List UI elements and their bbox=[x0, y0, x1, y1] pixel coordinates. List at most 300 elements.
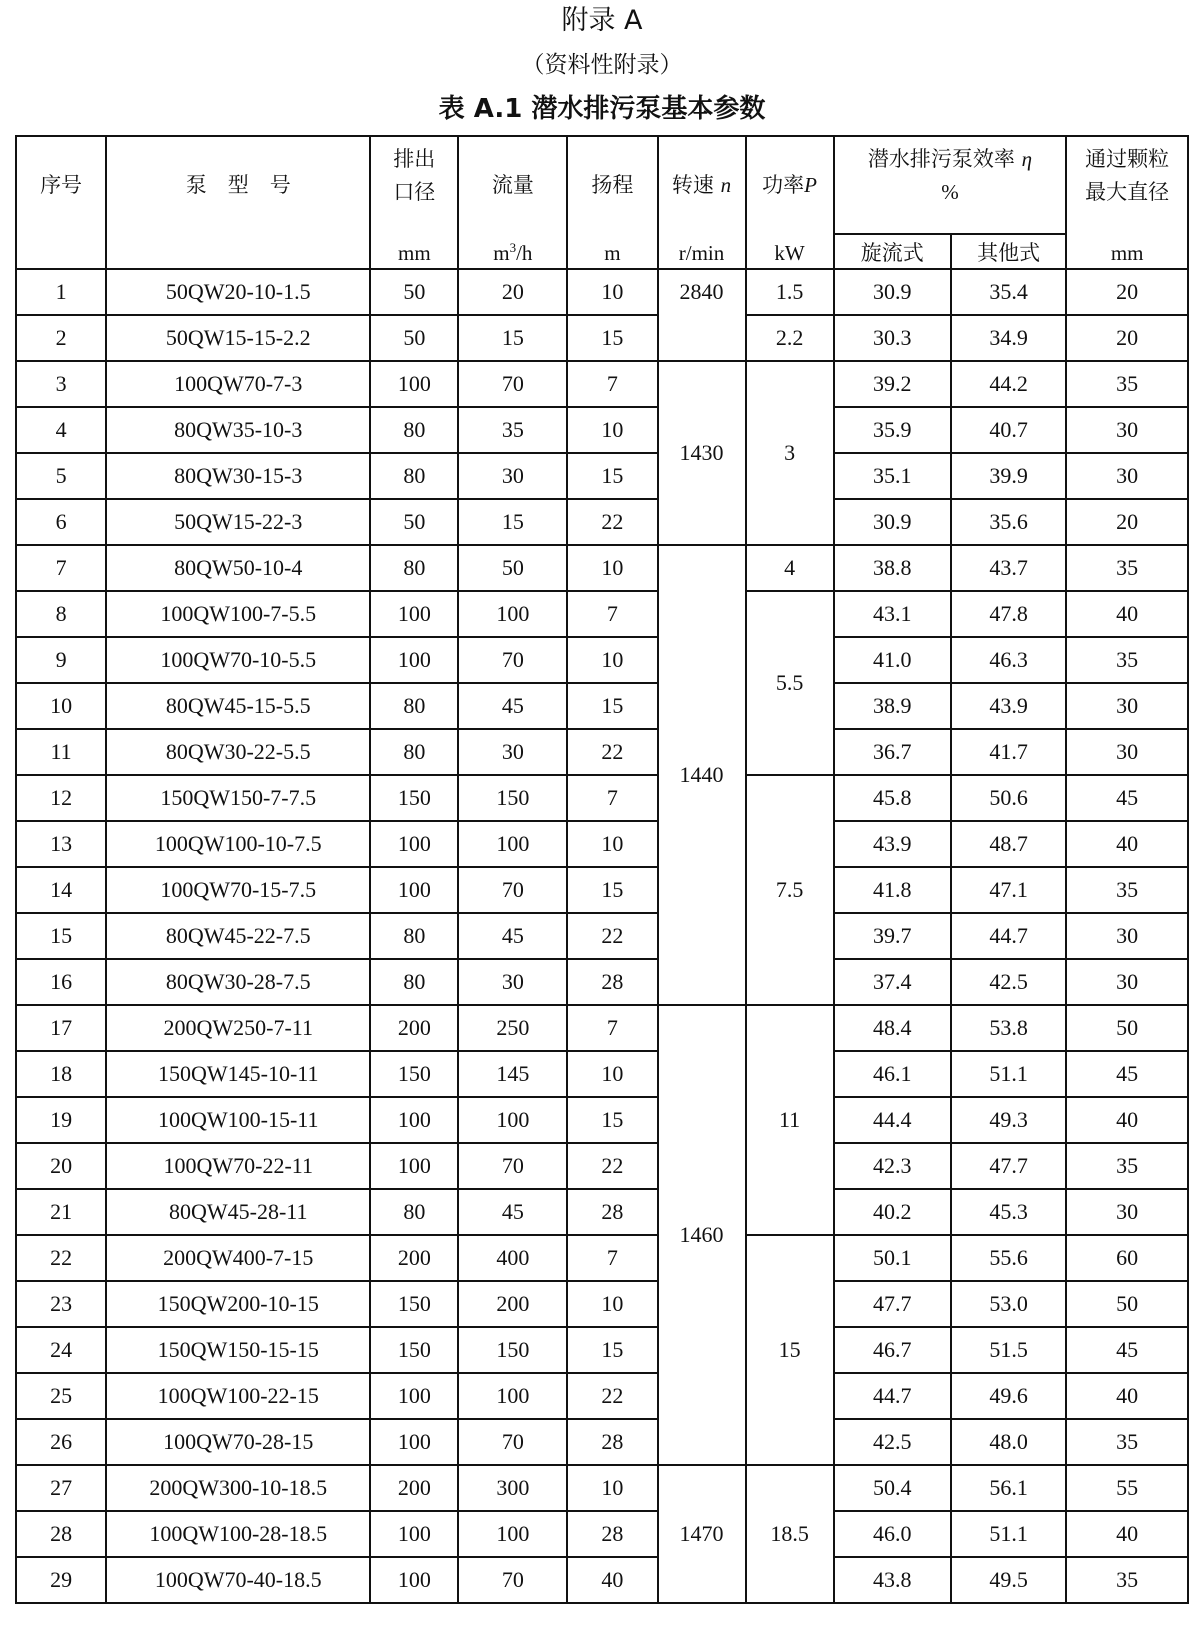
cell-outlet: 100 bbox=[370, 1557, 458, 1603]
cell-eff-other: 46.3 bbox=[951, 637, 1066, 683]
cell-flow: 150 bbox=[458, 1327, 567, 1373]
cell-head: 7 bbox=[567, 775, 657, 821]
cell-flow: 30 bbox=[458, 959, 567, 1005]
cell-particle: 35 bbox=[1066, 545, 1188, 591]
table-row bbox=[16, 1051, 1188, 1097]
cell-index: 9 bbox=[16, 637, 106, 683]
cell-index: 15 bbox=[16, 913, 106, 959]
unit-flow-base: m bbox=[493, 241, 510, 265]
cell-index: 3 bbox=[16, 361, 106, 407]
cell-particle: 35 bbox=[1066, 1419, 1188, 1465]
cell-particle: 45 bbox=[1066, 775, 1188, 821]
table-row bbox=[16, 683, 1188, 729]
cell-head: 15 bbox=[567, 453, 657, 499]
cell-flow: 100 bbox=[458, 591, 567, 637]
cell-head: 28 bbox=[567, 1189, 657, 1235]
cell-flow: 300 bbox=[458, 1465, 567, 1511]
cell-eff-vortex: 46.1 bbox=[834, 1051, 951, 1097]
cell-eff-vortex: 42.5 bbox=[834, 1419, 951, 1465]
cell-particle: 35 bbox=[1066, 1143, 1188, 1189]
table-row bbox=[16, 315, 1188, 361]
cell-flow: 100 bbox=[458, 1373, 567, 1419]
cell-particle: 55 bbox=[1066, 1465, 1188, 1511]
cell-particle: 20 bbox=[1066, 499, 1188, 545]
cell-flow: 200 bbox=[458, 1281, 567, 1327]
cell-flow: 45 bbox=[458, 683, 567, 729]
table-row bbox=[16, 959, 1188, 1005]
table-row bbox=[16, 1143, 1188, 1189]
cell-model: 80QW30-22-5.5 bbox=[106, 729, 370, 775]
cell-head: 10 bbox=[567, 1051, 657, 1097]
cell-model: 100QW70-22-11 bbox=[106, 1143, 370, 1189]
cell-outlet: 100 bbox=[370, 1143, 458, 1189]
cell-head: 7 bbox=[567, 361, 657, 407]
cell-model: 200QW250-7-11 bbox=[106, 1005, 370, 1051]
table-row bbox=[16, 269, 1188, 315]
header-efficiency bbox=[834, 136, 1067, 234]
cell-eff-vortex: 42.3 bbox=[834, 1143, 951, 1189]
cell-power: 18.5 bbox=[746, 1465, 834, 1603]
cell-particle: 30 bbox=[1066, 959, 1188, 1005]
cell-particle: 35 bbox=[1066, 1557, 1188, 1603]
header-particle-label: 通过颗粒最大直径 bbox=[1085, 147, 1170, 204]
cell-eff-vortex: 35.1 bbox=[834, 453, 951, 499]
cell-particle: 50 bbox=[1066, 1281, 1188, 1327]
cell-particle: 20 bbox=[1066, 269, 1188, 315]
cell-eff-other: 51.1 bbox=[951, 1051, 1066, 1097]
cell-eff-other: 34.9 bbox=[951, 315, 1066, 361]
cell-outlet: 80 bbox=[370, 453, 458, 499]
cell-index: 5 bbox=[16, 453, 106, 499]
cell-eff-vortex: 48.4 bbox=[834, 1005, 951, 1051]
cell-head: 10 bbox=[567, 1281, 657, 1327]
table-body bbox=[16, 269, 1188, 1603]
cell-index: 18 bbox=[16, 1051, 106, 1097]
cell-eff-other: 47.1 bbox=[951, 867, 1066, 913]
table-row bbox=[16, 545, 1188, 591]
cell-flow: 45 bbox=[458, 913, 567, 959]
cell-model: 200QW400-7-15 bbox=[106, 1235, 370, 1281]
cell-speed: 1440 bbox=[658, 545, 746, 1005]
cell-power: 2.2 bbox=[746, 315, 834, 361]
cell-flow: 50 bbox=[458, 545, 567, 591]
cell-head: 10 bbox=[567, 1465, 657, 1511]
cell-outlet: 200 bbox=[370, 1005, 458, 1051]
cell-index: 28 bbox=[16, 1511, 106, 1557]
unit-flow-sup: 3 bbox=[509, 240, 517, 255]
cell-index: 4 bbox=[16, 407, 106, 453]
cell-eff-vortex: 41.0 bbox=[834, 637, 951, 683]
cell-particle: 30 bbox=[1066, 1189, 1188, 1235]
cell-speed: 2840 bbox=[658, 269, 746, 361]
cell-power: 15 bbox=[746, 1235, 834, 1465]
header-eff-other: 其他式 bbox=[951, 234, 1066, 269]
unit-outlet: mm bbox=[370, 234, 458, 269]
table-row bbox=[16, 1189, 1188, 1235]
cell-particle: 45 bbox=[1066, 1051, 1188, 1097]
cell-model: 150QW150-15-15 bbox=[106, 1327, 370, 1373]
table-row bbox=[16, 453, 1188, 499]
pump-parameters-table bbox=[15, 135, 1189, 1604]
cell-model: 100QW70-7-3 bbox=[106, 361, 370, 407]
cell-eff-other: 47.7 bbox=[951, 1143, 1066, 1189]
cell-eff-other: 42.5 bbox=[951, 959, 1066, 1005]
table-row bbox=[16, 775, 1188, 821]
cell-eff-other: 51.1 bbox=[951, 1511, 1066, 1557]
cell-power: 5.5 bbox=[746, 591, 834, 775]
cell-speed: 1460 bbox=[658, 1005, 746, 1465]
table-row bbox=[16, 1097, 1188, 1143]
cell-outlet: 100 bbox=[370, 1097, 458, 1143]
cell-particle: 50 bbox=[1066, 1005, 1188, 1051]
cell-model: 100QW70-10-5.5 bbox=[106, 637, 370, 683]
cell-model: 50QW20-10-1.5 bbox=[106, 269, 370, 315]
cell-eff-other: 40.7 bbox=[951, 407, 1066, 453]
unit-flow bbox=[458, 234, 567, 269]
cell-eff-other: 49.6 bbox=[951, 1373, 1066, 1419]
cell-head: 15 bbox=[567, 867, 657, 913]
cell-flow: 45 bbox=[458, 1189, 567, 1235]
cell-flow: 30 bbox=[458, 453, 567, 499]
table-row bbox=[16, 1235, 1188, 1281]
cell-model: 100QW100-15-11 bbox=[106, 1097, 370, 1143]
cell-eff-other: 45.3 bbox=[951, 1189, 1066, 1235]
unit-speed: r/min bbox=[658, 234, 746, 269]
cell-outlet: 80 bbox=[370, 959, 458, 1005]
cell-model: 100QW70-15-7.5 bbox=[106, 867, 370, 913]
cell-eff-vortex: 44.4 bbox=[834, 1097, 951, 1143]
cell-model: 100QW100-28-18.5 bbox=[106, 1511, 370, 1557]
cell-index: 20 bbox=[16, 1143, 106, 1189]
table-row bbox=[16, 867, 1188, 913]
cell-index: 11 bbox=[16, 729, 106, 775]
table-row bbox=[16, 1327, 1188, 1373]
table-row bbox=[16, 1281, 1188, 1327]
cell-particle: 40 bbox=[1066, 591, 1188, 637]
cell-head: 10 bbox=[567, 821, 657, 867]
cell-index: 7 bbox=[16, 545, 106, 591]
cell-eff-other: 48.7 bbox=[951, 821, 1066, 867]
cell-outlet: 100 bbox=[370, 1419, 458, 1465]
cell-head: 15 bbox=[567, 1097, 657, 1143]
table-row bbox=[16, 407, 1188, 453]
cell-eff-other: 44.7 bbox=[951, 913, 1066, 959]
header-power-label: 功率 bbox=[762, 173, 805, 197]
cell-flow: 70 bbox=[458, 1557, 567, 1603]
cell-model: 50QW15-15-2.2 bbox=[106, 315, 370, 361]
cell-outlet: 80 bbox=[370, 545, 458, 591]
cell-head: 15 bbox=[567, 1327, 657, 1373]
table-row bbox=[16, 1557, 1188, 1603]
header-power bbox=[746, 136, 834, 234]
cell-particle: 30 bbox=[1066, 407, 1188, 453]
cell-eff-vortex: 41.8 bbox=[834, 867, 951, 913]
cell-eff-vortex: 30.3 bbox=[834, 315, 951, 361]
table-row bbox=[16, 499, 1188, 545]
table-row bbox=[16, 637, 1188, 683]
cell-model: 100QW100-10-7.5 bbox=[106, 821, 370, 867]
cell-head: 28 bbox=[567, 959, 657, 1005]
cell-head: 28 bbox=[567, 1419, 657, 1465]
cell-index: 25 bbox=[16, 1373, 106, 1419]
cell-particle: 60 bbox=[1066, 1235, 1188, 1281]
cell-speed: 1470 bbox=[658, 1465, 746, 1603]
appendix-title: 附录 A bbox=[561, 5, 643, 36]
cell-head: 10 bbox=[567, 545, 657, 591]
cell-model: 80QW30-15-3 bbox=[106, 453, 370, 499]
unit-head: m bbox=[567, 234, 657, 269]
cell-eff-other: 53.8 bbox=[951, 1005, 1066, 1051]
table-row bbox=[16, 729, 1188, 775]
unit-index-blank bbox=[16, 234, 106, 269]
cell-index: 22 bbox=[16, 1235, 106, 1281]
cell-flow: 70 bbox=[458, 867, 567, 913]
cell-index: 12 bbox=[16, 775, 106, 821]
cell-eff-other: 48.0 bbox=[951, 1419, 1066, 1465]
cell-eff-vortex: 50.1 bbox=[834, 1235, 951, 1281]
cell-outlet: 100 bbox=[370, 867, 458, 913]
cell-power: 3 bbox=[746, 361, 834, 545]
cell-model: 80QW35-10-3 bbox=[106, 407, 370, 453]
table-row bbox=[16, 1511, 1188, 1557]
table-row bbox=[16, 1005, 1188, 1051]
cell-model: 80QW30-28-7.5 bbox=[106, 959, 370, 1005]
cell-eff-other: 41.7 bbox=[951, 729, 1066, 775]
cell-eff-vortex: 38.9 bbox=[834, 683, 951, 729]
cell-eff-vortex: 45.8 bbox=[834, 775, 951, 821]
header-particle bbox=[1066, 136, 1188, 234]
header-efficiency-label: 潜水排污泵效率 bbox=[867, 147, 1015, 171]
cell-flow: 100 bbox=[458, 1511, 567, 1557]
cell-eff-other: 35.6 bbox=[951, 499, 1066, 545]
cell-eff-other: 49.5 bbox=[951, 1557, 1066, 1603]
cell-outlet: 100 bbox=[370, 821, 458, 867]
header-index: 序号 bbox=[16, 136, 106, 234]
cell-outlet: 80 bbox=[370, 407, 458, 453]
cell-eff-vortex: 37.4 bbox=[834, 959, 951, 1005]
cell-index: 8 bbox=[16, 591, 106, 637]
cell-index: 1 bbox=[16, 269, 106, 315]
cell-eff-other: 55.6 bbox=[951, 1235, 1066, 1281]
header-efficiency-unit: % bbox=[941, 180, 959, 204]
cell-flow: 100 bbox=[458, 1097, 567, 1143]
cell-outlet: 100 bbox=[370, 1373, 458, 1419]
cell-power: 4 bbox=[746, 545, 834, 591]
cell-flow: 15 bbox=[458, 315, 567, 361]
cell-eff-other: 35.4 bbox=[951, 269, 1066, 315]
cell-particle: 30 bbox=[1066, 729, 1188, 775]
cell-model: 100QW70-28-15 bbox=[106, 1419, 370, 1465]
cell-particle: 35 bbox=[1066, 637, 1188, 683]
unit-power: kW bbox=[746, 234, 834, 269]
cell-eff-vortex: 44.7 bbox=[834, 1373, 951, 1419]
unit-flow-tail: /h bbox=[516, 241, 533, 265]
table-row bbox=[16, 1419, 1188, 1465]
cell-index: 23 bbox=[16, 1281, 106, 1327]
cell-eff-vortex: 30.9 bbox=[834, 269, 951, 315]
cell-eff-vortex: 36.7 bbox=[834, 729, 951, 775]
cell-eff-vortex: 38.8 bbox=[834, 545, 951, 591]
cell-eff-vortex: 50.4 bbox=[834, 1465, 951, 1511]
cell-head: 10 bbox=[567, 407, 657, 453]
cell-flow: 35 bbox=[458, 407, 567, 453]
cell-eff-other: 44.2 bbox=[951, 361, 1066, 407]
cell-outlet: 150 bbox=[370, 1327, 458, 1373]
cell-head: 28 bbox=[567, 1511, 657, 1557]
header-outlet bbox=[370, 136, 458, 234]
cell-eff-vortex: 47.7 bbox=[834, 1281, 951, 1327]
cell-eff-other: 56.1 bbox=[951, 1465, 1066, 1511]
cell-eff-vortex: 40.2 bbox=[834, 1189, 951, 1235]
cell-outlet: 200 bbox=[370, 1465, 458, 1511]
cell-model: 100QW70-40-18.5 bbox=[106, 1557, 370, 1603]
cell-particle: 45 bbox=[1066, 1327, 1188, 1373]
cell-flow: 400 bbox=[458, 1235, 567, 1281]
cell-particle: 40 bbox=[1066, 821, 1188, 867]
unit-model-blank bbox=[106, 234, 370, 269]
header-speed-label: 转速 bbox=[671, 173, 714, 197]
table-row bbox=[16, 913, 1188, 959]
cell-flow: 100 bbox=[458, 821, 567, 867]
cell-speed: 1430 bbox=[658, 361, 746, 545]
cell-eff-vortex: 35.9 bbox=[834, 407, 951, 453]
cell-model: 100QW100-22-15 bbox=[106, 1373, 370, 1419]
cell-outlet: 100 bbox=[370, 637, 458, 683]
cell-outlet: 80 bbox=[370, 683, 458, 729]
cell-model: 50QW15-22-3 bbox=[106, 499, 370, 545]
cell-model: 100QW100-7-5.5 bbox=[106, 591, 370, 637]
cell-flow: 30 bbox=[458, 729, 567, 775]
cell-eff-other: 47.8 bbox=[951, 591, 1066, 637]
cell-index: 17 bbox=[16, 1005, 106, 1051]
cell-outlet: 50 bbox=[370, 499, 458, 545]
cell-eff-vortex: 43.1 bbox=[834, 591, 951, 637]
cell-outlet: 80 bbox=[370, 913, 458, 959]
cell-outlet: 150 bbox=[370, 1051, 458, 1097]
cell-model: 200QW300-10-18.5 bbox=[106, 1465, 370, 1511]
table-row bbox=[16, 361, 1188, 407]
cell-outlet: 150 bbox=[370, 1281, 458, 1327]
cell-index: 19 bbox=[16, 1097, 106, 1143]
header-outlet-label: 排出口径 bbox=[393, 147, 436, 204]
table-row bbox=[16, 1465, 1188, 1511]
unit-particle: mm bbox=[1066, 234, 1188, 269]
cell-eff-other: 43.9 bbox=[951, 683, 1066, 729]
cell-index: 14 bbox=[16, 867, 106, 913]
cell-eff-vortex: 46.7 bbox=[834, 1327, 951, 1373]
header-power-symbol: P bbox=[804, 173, 817, 197]
cell-flow: 70 bbox=[458, 361, 567, 407]
cell-model: 150QW200-10-15 bbox=[106, 1281, 370, 1327]
cell-model: 80QW50-10-4 bbox=[106, 545, 370, 591]
cell-eff-vortex: 39.2 bbox=[834, 361, 951, 407]
cell-head: 22 bbox=[567, 499, 657, 545]
table-row bbox=[16, 1373, 1188, 1419]
header-eff-vortex: 旋流式 bbox=[834, 234, 951, 269]
cell-index: 27 bbox=[16, 1465, 106, 1511]
cell-index: 26 bbox=[16, 1419, 106, 1465]
appendix-subtitle: （资料性附录） bbox=[521, 52, 683, 78]
cell-particle: 40 bbox=[1066, 1373, 1188, 1419]
cell-eff-other: 53.0 bbox=[951, 1281, 1066, 1327]
cell-eff-vortex: 46.0 bbox=[834, 1511, 951, 1557]
cell-model: 150QW150-7-7.5 bbox=[106, 775, 370, 821]
cell-eff-vortex: 39.7 bbox=[834, 913, 951, 959]
cell-eff-other: 50.6 bbox=[951, 775, 1066, 821]
cell-head: 15 bbox=[567, 315, 657, 361]
cell-particle: 40 bbox=[1066, 1511, 1188, 1557]
cell-index: 16 bbox=[16, 959, 106, 1005]
cell-head: 7 bbox=[567, 1005, 657, 1051]
cell-outlet: 150 bbox=[370, 775, 458, 821]
cell-eff-vortex: 43.8 bbox=[834, 1557, 951, 1603]
cell-model: 80QW45-28-11 bbox=[106, 1189, 370, 1235]
cell-index: 29 bbox=[16, 1557, 106, 1603]
header-flow: 流量 bbox=[458, 136, 567, 234]
table-row bbox=[16, 591, 1188, 637]
header-head: 扬程 bbox=[567, 136, 657, 234]
cell-head: 40 bbox=[567, 1557, 657, 1603]
cell-head: 10 bbox=[567, 269, 657, 315]
cell-outlet: 50 bbox=[370, 269, 458, 315]
cell-eff-other: 43.7 bbox=[951, 545, 1066, 591]
header-model: 泵 型 号 bbox=[106, 136, 370, 234]
cell-index: 10 bbox=[16, 683, 106, 729]
cell-eff-vortex: 30.9 bbox=[834, 499, 951, 545]
cell-outlet: 100 bbox=[370, 1511, 458, 1557]
cell-head: 7 bbox=[567, 591, 657, 637]
cell-head: 22 bbox=[567, 729, 657, 775]
cell-index: 13 bbox=[16, 821, 106, 867]
cell-outlet: 100 bbox=[370, 361, 458, 407]
cell-eff-other: 39.9 bbox=[951, 453, 1066, 499]
cell-outlet: 200 bbox=[370, 1235, 458, 1281]
cell-particle: 30 bbox=[1066, 913, 1188, 959]
cell-particle: 35 bbox=[1066, 361, 1188, 407]
cell-outlet: 50 bbox=[370, 315, 458, 361]
cell-head: 10 bbox=[567, 637, 657, 683]
cell-index: 24 bbox=[16, 1327, 106, 1373]
cell-power: 7.5 bbox=[746, 775, 834, 1005]
cell-flow: 250 bbox=[458, 1005, 567, 1051]
cell-index: 6 bbox=[16, 499, 106, 545]
header-speed bbox=[658, 136, 746, 234]
cell-index: 21 bbox=[16, 1189, 106, 1235]
cell-model: 80QW45-22-7.5 bbox=[106, 913, 370, 959]
cell-outlet: 80 bbox=[370, 729, 458, 775]
cell-flow: 20 bbox=[458, 269, 567, 315]
cell-particle: 30 bbox=[1066, 683, 1188, 729]
cell-outlet: 100 bbox=[370, 591, 458, 637]
header-efficiency-symbol: η bbox=[1021, 147, 1032, 171]
cell-eff-vortex: 43.9 bbox=[834, 821, 951, 867]
table-header bbox=[16, 136, 1188, 269]
header-speed-symbol: n bbox=[720, 173, 732, 197]
cell-flow: 15 bbox=[458, 499, 567, 545]
cell-particle: 40 bbox=[1066, 1097, 1188, 1143]
cell-particle: 35 bbox=[1066, 867, 1188, 913]
cell-flow: 145 bbox=[458, 1051, 567, 1097]
cell-eff-other: 49.3 bbox=[951, 1097, 1066, 1143]
table-caption: 表 A.1 潜水排污泵基本参数 bbox=[438, 94, 766, 124]
cell-flow: 150 bbox=[458, 775, 567, 821]
cell-head: 7 bbox=[567, 1235, 657, 1281]
cell-particle: 30 bbox=[1066, 453, 1188, 499]
cell-power: 1.5 bbox=[746, 269, 834, 315]
cell-outlet: 80 bbox=[370, 1189, 458, 1235]
cell-index: 2 bbox=[16, 315, 106, 361]
cell-head: 15 bbox=[567, 683, 657, 729]
